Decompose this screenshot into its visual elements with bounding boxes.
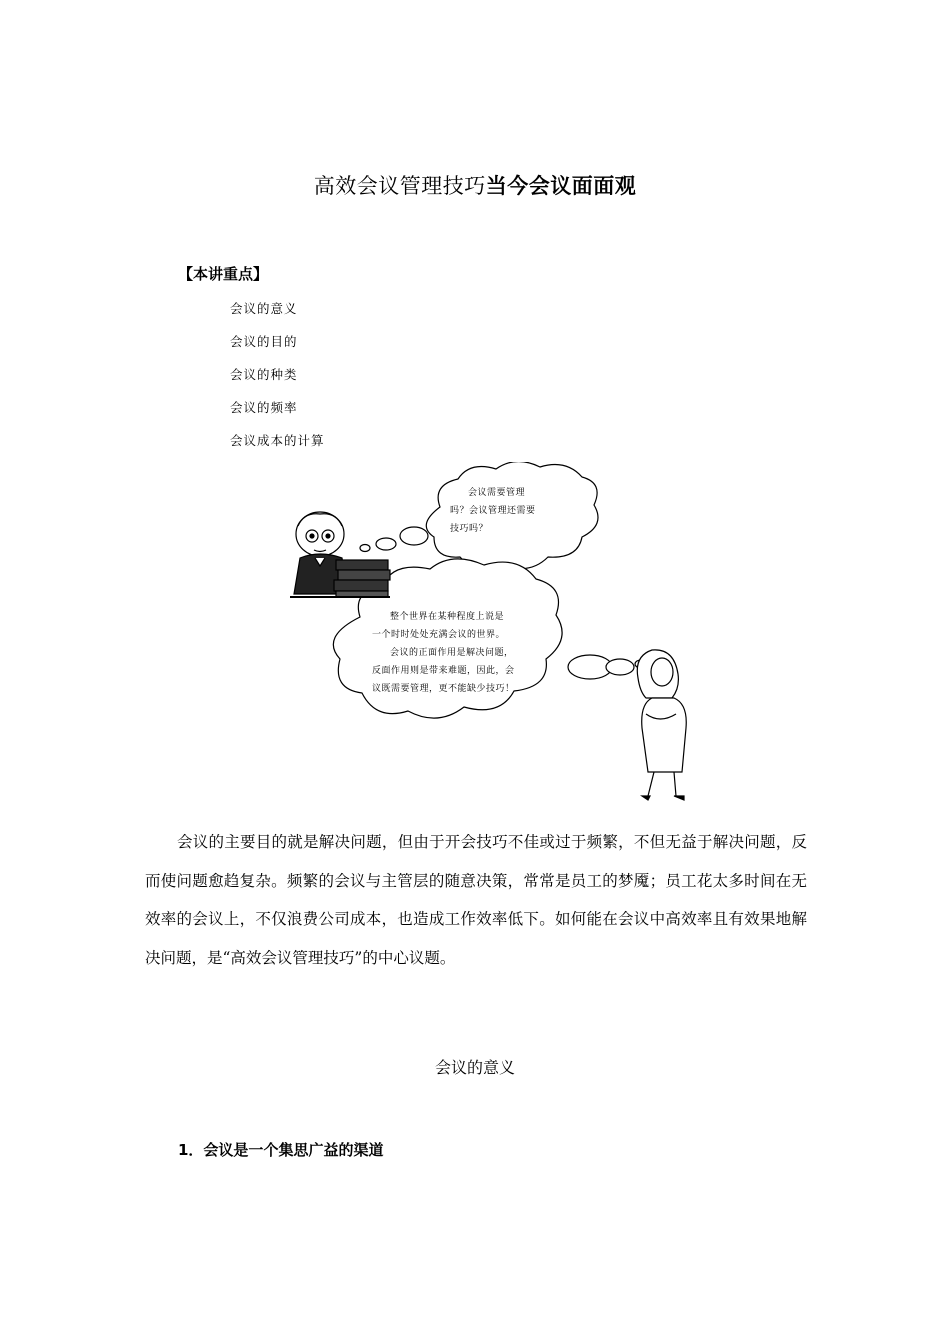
bubble-line: 一个时时处处充满会议的世界。 (372, 630, 506, 640)
key-points-list (230, 300, 325, 465)
bubble-bottom-text (372, 608, 524, 698)
key-points-heading: 【本讲重点】 (178, 265, 269, 283)
woman-figure (637, 650, 686, 800)
bubble-top-text (450, 484, 582, 538)
key-point-item: 会议的目的 (230, 334, 298, 349)
title-regular: 高效会议管理技巧 (313, 174, 486, 198)
cartoon-illustration (290, 462, 710, 807)
key-point-item: 会议的意义 (230, 301, 298, 316)
section-title: 会议的意义 (434, 1058, 515, 1077)
document-title (0, 170, 950, 200)
key-point-item: 会议成本的计算 (230, 433, 325, 448)
key-point-item: 会议的种类 (230, 367, 298, 382)
bubble-line: 会议需要管理 (468, 488, 526, 498)
bubble-line: 会议的正面作用是解决问题， (390, 648, 514, 658)
title-bold: 当今会议面面观 (485, 174, 637, 198)
bubble-line: 技巧吗？ (450, 524, 489, 534)
subheading: 1．会议是一个集思广益的渠道 (178, 1141, 384, 1159)
bubble-line: 吗？会议管理还需要 (450, 506, 536, 516)
bubble-line: 反面作用则是带来难题，因此，会 (372, 666, 515, 676)
professor-figure (290, 512, 390, 597)
key-point-item: 会议的频率 (230, 400, 298, 415)
intro-paragraph: 会议的主要目的就是解决问题，但由于开会技巧不佳或过于频繁，不但无益于解决问题，反而使问题愈趋复杂。频繁的会议与主管层的随意决策，常常是员工的梦魇；员工花太多时间在无效率的会议上，不仅浪费公司成本，也造成工作效率低下。如何能在会议中高效率且有效果地解决问题，是“高效会议管理技巧”的中心议题。 (145, 833, 807, 967)
bubble-line: 整个世界在某种程度上说是 (390, 612, 505, 622)
bubble-line: 议既需要管理，更不能缺少技巧！ (372, 684, 515, 694)
